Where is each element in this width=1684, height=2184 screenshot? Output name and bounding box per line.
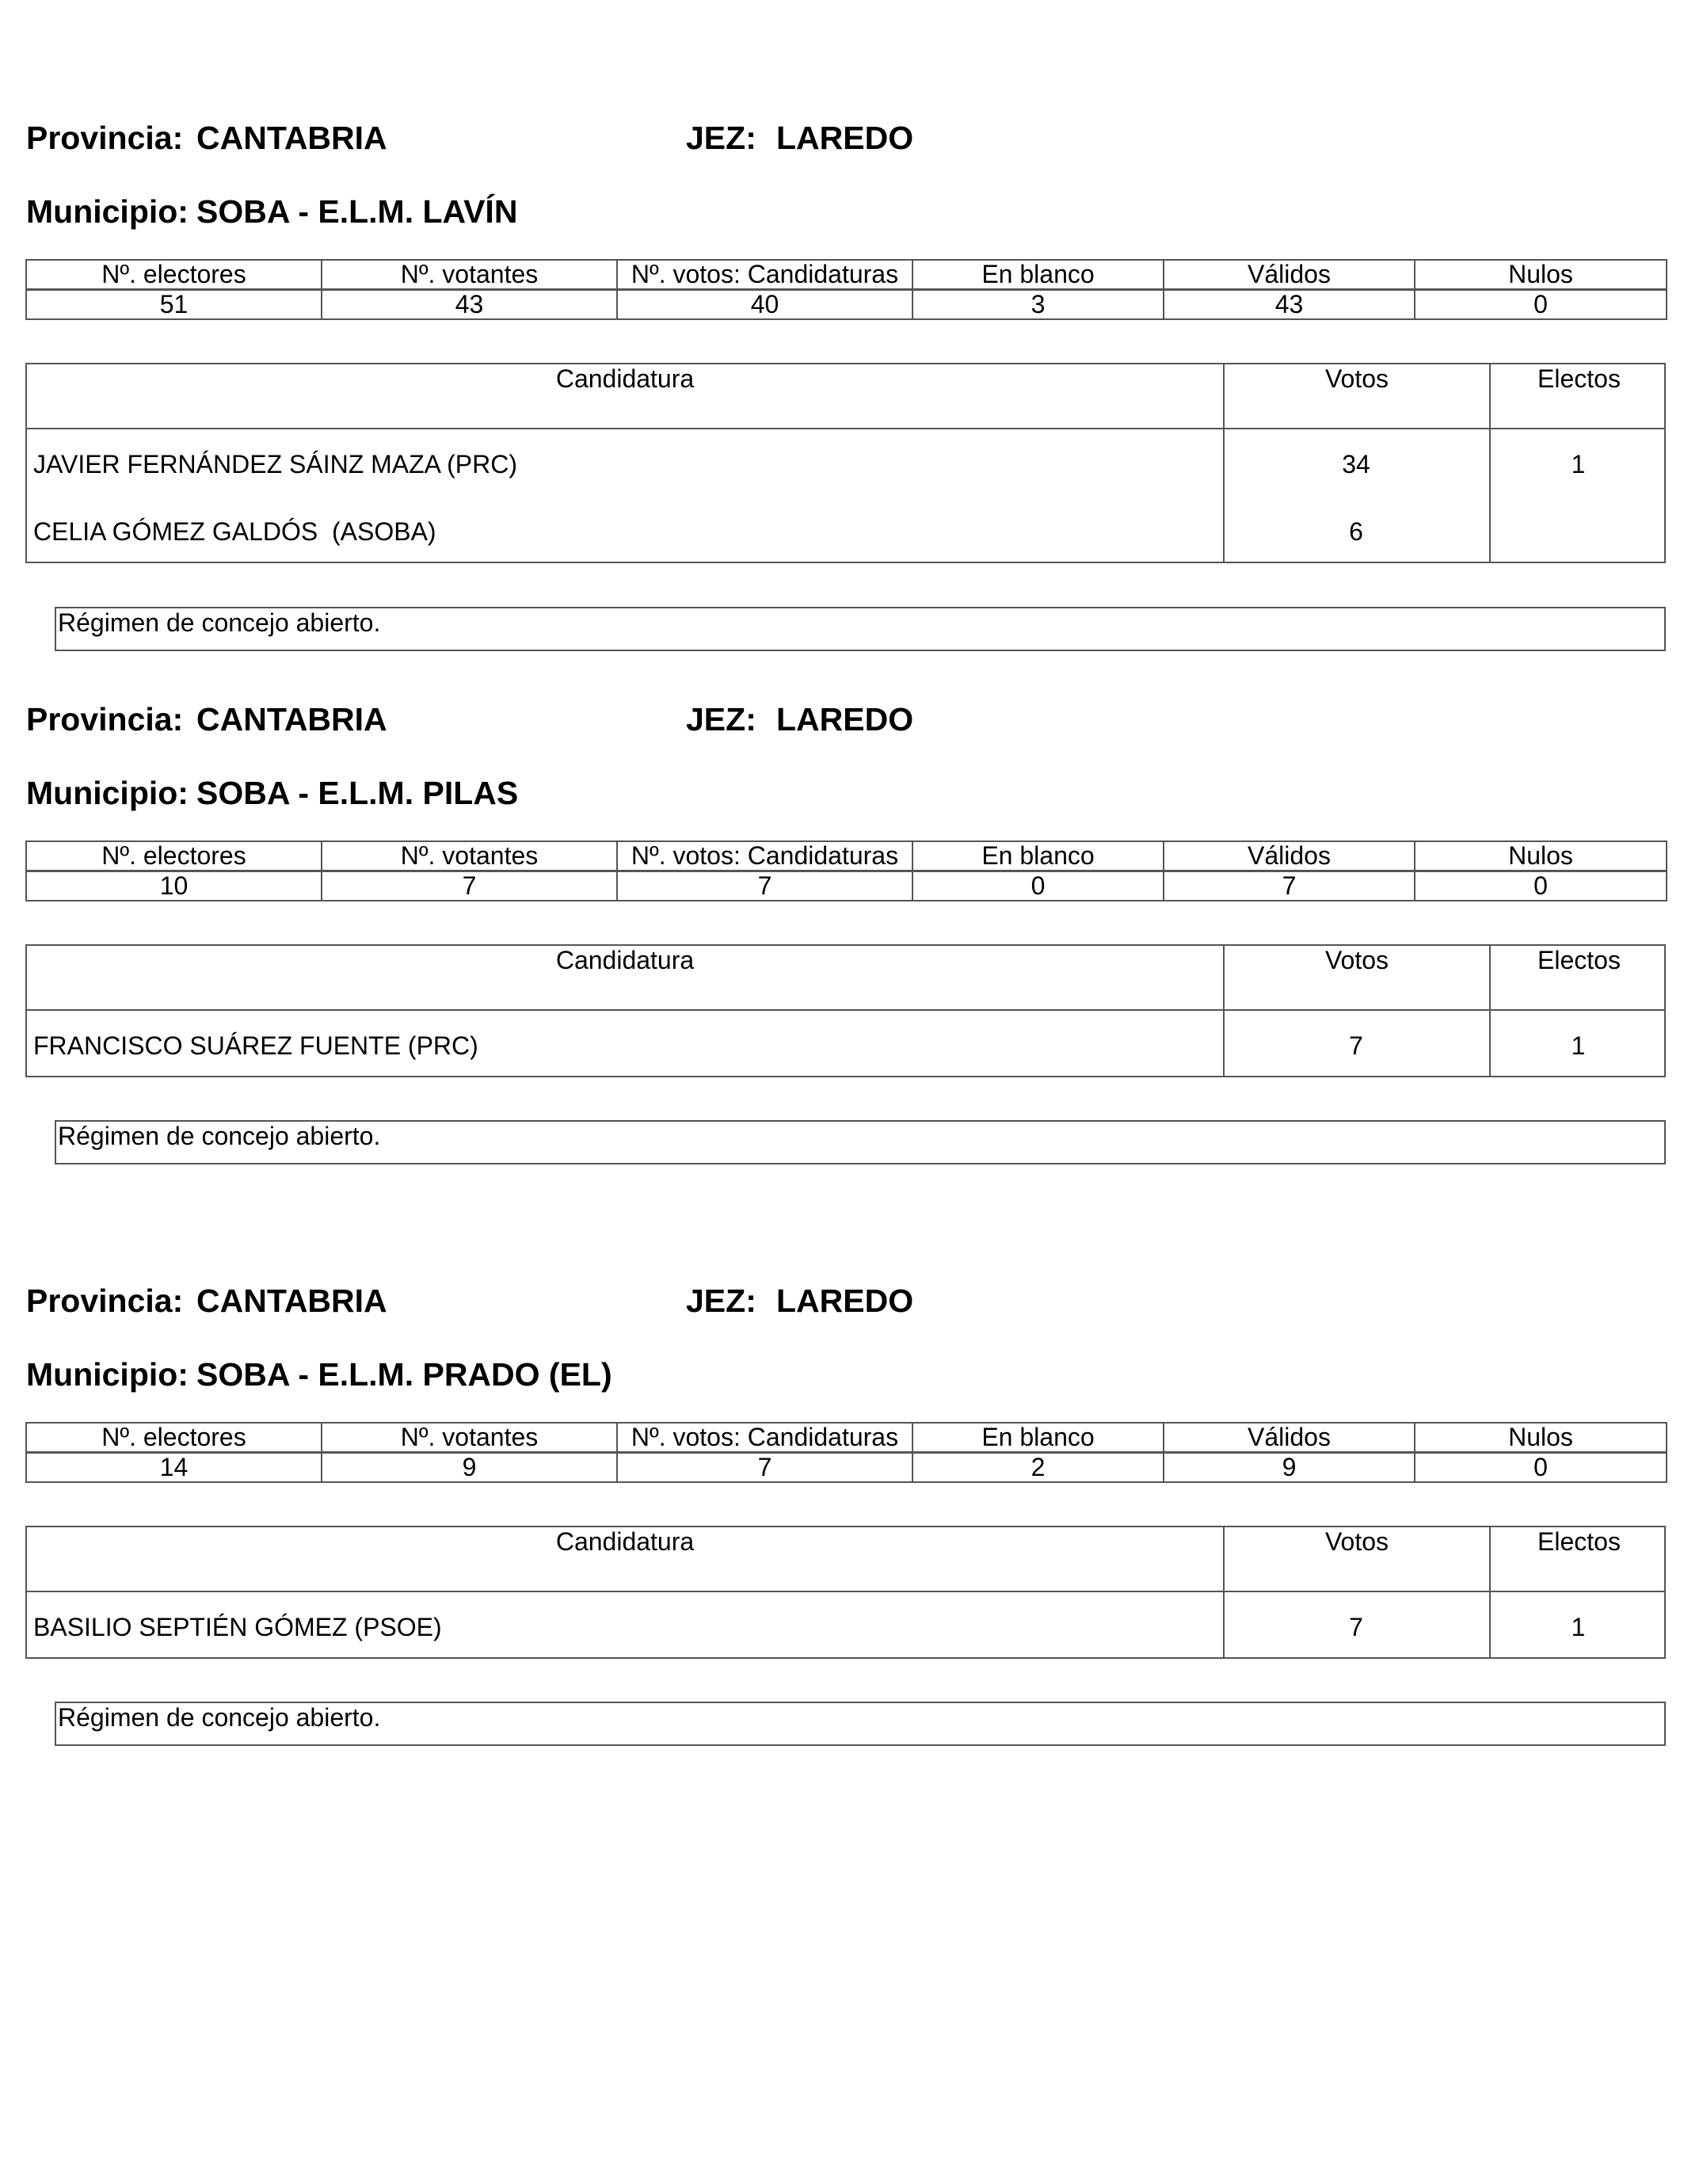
header-electos: Electos (1537, 1527, 1621, 1556)
stats-value-votos-candidaturas: 40 (617, 290, 912, 320)
candidate-electos: 1 (1571, 450, 1586, 478)
candidate-name: FRANCISCO SUÁREZ FUENTE (PRC) (33, 1031, 478, 1060)
municipio-label: Municipio: (26, 193, 189, 230)
header-votos: Votos (1324, 946, 1389, 974)
stats-value-row (26, 1453, 1667, 1483)
stats-header-nulos: Nulos (1415, 260, 1667, 290)
stats-value-electores: 14 (26, 1453, 322, 1483)
stats-value-votos-candidaturas: 7 (617, 1453, 912, 1483)
header-candidatura: Candidatura (555, 946, 695, 974)
header-candidatura: Candidatura (555, 364, 695, 393)
stats-value-votantes: 7 (322, 871, 617, 901)
stats-table (25, 1422, 1667, 1483)
jez-label: JEZ: (686, 701, 756, 738)
stats-value-nulos: 0 (1415, 290, 1667, 320)
provincia-value: CANTABRIA (196, 120, 387, 156)
stats-header-en-blanco: En blanco (912, 260, 1164, 290)
stats-value-nulos: 0 (1415, 871, 1667, 901)
candidate-electos: 1 (1571, 1031, 1586, 1060)
provincia-value: CANTABRIA (196, 1283, 387, 1319)
regime-note-text: Régimen de concejo abierto. (58, 608, 381, 637)
jez-value: LAREDO (776, 1283, 914, 1319)
provincia-value: CANTABRIA (196, 701, 387, 738)
jez-label: JEZ: (686, 120, 756, 156)
stats-header-votantes: Nº. votantes (322, 1423, 617, 1453)
header-votos: Votos (1324, 1527, 1389, 1556)
stats-value-votantes: 43 (322, 290, 617, 320)
candidates-table (25, 1526, 1666, 1659)
stats-header-votantes: Nº. votantes (322, 841, 617, 871)
stats-header-votos-candidaturas: Nº. votos: Candidaturas (617, 260, 912, 290)
provincia-label: Provincia: (26, 1283, 184, 1319)
stats-header-electores: Nº. electores (26, 1423, 322, 1453)
stats-value-en-blanco: 3 (912, 290, 1164, 320)
jez-value: LAREDO (776, 120, 914, 156)
stats-value-votos-candidaturas: 7 (617, 871, 912, 901)
candidate-votos: 34 (1342, 450, 1370, 478)
candidate-votos: 6 (1349, 517, 1363, 546)
jez-label: JEZ: (686, 1283, 756, 1319)
stats-header-nulos: Nulos (1415, 1423, 1667, 1453)
stats-value-electores: 10 (26, 871, 322, 901)
jez-value: LAREDO (776, 701, 914, 738)
stats-value-validos: 9 (1164, 1453, 1415, 1483)
municipio-label: Municipio: (26, 775, 189, 811)
stats-header-nulos: Nulos (1415, 841, 1667, 871)
stats-header-en-blanco: En blanco (912, 841, 1164, 871)
candidate-name: CELIA GÓMEZ GALDÓS (ASOBA) (33, 517, 436, 546)
stats-header-validos: Válidos (1164, 260, 1415, 290)
header-candidatura: Candidatura (555, 1527, 695, 1556)
stats-header-validos: Válidos (1164, 841, 1415, 871)
header-votos: Votos (1324, 364, 1389, 393)
candidate-votos: 7 (1349, 1031, 1363, 1060)
stats-header-electores: Nº. electores (26, 841, 322, 871)
candidate-votos: 7 (1349, 1613, 1363, 1641)
regime-note-text: Régimen de concejo abierto. (58, 1703, 381, 1732)
stats-value-electores: 51 (26, 290, 322, 320)
stats-header-votantes: Nº. votantes (322, 260, 617, 290)
stats-value-validos: 43 (1164, 290, 1415, 320)
header-electos: Electos (1537, 364, 1621, 393)
candidates-header-row (27, 1527, 1664, 1592)
provincia-label: Provincia: (26, 120, 184, 156)
stats-header-electores: Nº. electores (26, 260, 322, 290)
stats-value-en-blanco: 2 (912, 1453, 1164, 1483)
municipio-label: Municipio: (26, 1356, 189, 1393)
stats-value-nulos: 0 (1415, 1453, 1667, 1483)
stats-header-row (26, 1423, 1667, 1453)
stats-value-en-blanco: 0 (912, 871, 1164, 901)
candidate-row (27, 1592, 1664, 1659)
candidate-name: BASILIO SEPTIÉN GÓMEZ (PSOE) (33, 1613, 442, 1641)
stats-header-validos: Válidos (1164, 1423, 1415, 1453)
stats-header-votos-candidaturas: Nº. votos: Candidaturas (617, 841, 912, 871)
regime-note-text: Régimen de concejo abierto. (58, 1122, 381, 1150)
header-electos: Electos (1537, 946, 1621, 974)
municipio-value: SOBA - E.L.M. PILAS (196, 775, 519, 811)
candidate-name: JAVIER FERNÁNDEZ SÁINZ MAZA (PRC) (33, 450, 518, 478)
municipio-value: SOBA - E.L.M. LAVÍN (196, 193, 518, 230)
regime-note-box (55, 1702, 1666, 1746)
provincia-label: Provincia: (26, 701, 184, 738)
stats-header-votos-candidaturas: Nº. votos: Candidaturas (617, 1423, 912, 1453)
municipio-value: SOBA - E.L.M. PRADO (EL) (196, 1356, 612, 1393)
stats-header-en-blanco: En blanco (912, 1423, 1164, 1453)
stats-value-validos: 7 (1164, 871, 1415, 901)
candidate-electos: 1 (1571, 1613, 1586, 1641)
stats-value-votantes: 9 (322, 1453, 617, 1483)
